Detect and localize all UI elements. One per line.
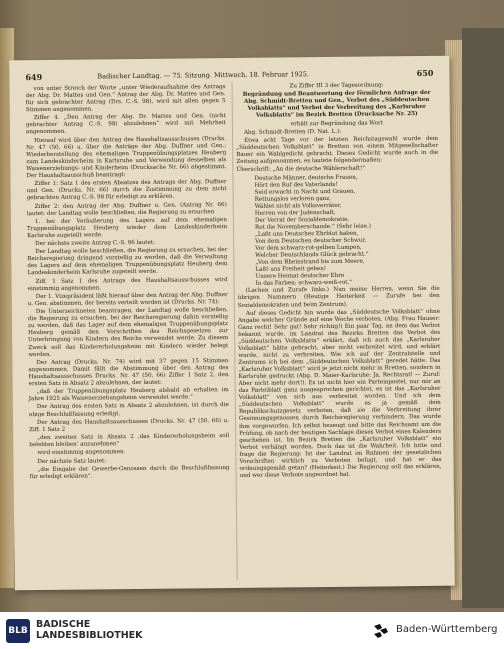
paragraph: Ziffer 2: den Antrag der Abg. Duffner u. Gen. (Antrag Nr. 66) lautet: der Landtag wolle beschließen, die Regierung zu ersuchen [26,201,227,217]
blb-line-1: BADISCHE [36,619,91,630]
paragraph: „daß der Truppenübungsplatz Heuberg alsbald ab erhalten im Jahre 1925 als Waisenerziehungsheim verwendet werde.“ [28,387,229,403]
speaker-intro: erhält zur Begründung das Wort [290,120,383,127]
paragraph: Der Antrag des ersten Satz in Absatz 2 abzulehnen, ist durch die obige Beschlußfassung erledigt. [28,402,229,418]
paragraph: Ziff. 1 Satz 1 des Antrags des Haushaltsausschusses wird einstimmig angenommen. [27,276,228,292]
agenda-item: Zu Ziffer III 3 der Tagesordnung: [289,82,384,90]
page-header [9,62,449,83]
paragraph: Der nächste Satz lautet: [37,457,107,465]
paragraph: Hierauf wird über den Antrag des Haushaltsausschusses (Drucks. Nr. 47 (50, 66) u. über die Anträge der Abg. Duffner und Gen.: Wiederherstellung des ehemaligen Truppenübungsplatzes Heuberg zum Landeskinderheim in Karlsruhe und Verwendung desselben als Waisenerziehungs- und Kinderheim (Drucksache Nr. 66) abgestimmt. Der Haushaltsausschuß beantragt: [26,135,227,180]
poem-line: „Von dem Rheinstrand bis zum Meere, [255,258,365,267]
poem-line: In das Farben: schwarz-weiß-rot.“ [255,280,353,288]
poem-line: Wählet nicht als Volksverräter, [254,202,342,210]
paragraph: Die Unterzeichneten beantragen, der Landtag wolle beschließen, die Regierung zu ersuchen, bei der Reichsregierung dahin vorstellig zu werden, daß das Lager auf dem ehemaligen Truppenübungsplatz Heuberg gemäß den Vorschriften des Reichsgesetzes zur Unterbringung von Kindern des Reichs verwendet werde. Zu diesem Zweck soll das Kindererholungsheim mit Kindern wieder belegt werden. [27,307,229,358]
paragraph: „die Eingabe der Gewerbe-Genossen durch die Beschlußfassung für erledigt erklären“. [29,464,230,480]
blb-logo[interactable]: BLB [6,619,30,643]
poem-line: Unsere Heimat deutscher Ehre [255,273,345,281]
page-number-right: 650 [416,67,434,79]
poem-title: Überschrift: „An die deutsche Wählerschaft!“ [236,166,366,174]
paragraph: Der Antrag (Drucks. Nr. 74) wird mit 37 gegen 15 Stimmen angenommen. Damit fällt die Abstimmung über den Antrag des Haushaltsausschusses Drucks. Nr. 47 (50, 66) Ziffer 1 Satz 2, den ersten Satz in Absatz 2 abzulehnen, der lautet: [28,357,229,388]
paragraph: Der Landtag wolle beschließen, die Regierung zu ersuchen, bei der Reichsregierung dringend vorstellig zu werden, daß die Verwaltung des Lagers auf dem ehemaligen Truppenübungsplatz Heuberg dem Landeskinderheim Karlsruhe zugeteilt werde. [27,247,228,277]
poem-line: „Laßt uns Deutsches Ehrblut haben, [255,230,359,238]
paragraph: Der 1. Vizepräsident läßt hierauf über den Antrag der Abg. Duffner u. Gen. abstimmen, der bereits verteilt worden ist (Drucks. Nr. 74): [27,292,228,308]
book-cover-board [462,28,504,608]
paragraph: Auf dieses Gedicht hin wurde das „Süddeutsche Volksblatt“ ohne Angabe welcher Gründe auf eine Woche verboten. (Abg. Frau Hauser: Ganz recht! Sehr gut! Sehr richtig!) Ein paar Tag, an dem das Verbot bekannt wurde, im Landrat des Bezirks Bretten das Verbot des „Süddeutschen Volksblatts“ erklärt, daß ich auch das „Karlsruher Volksblatt“ hätte gebracht, aber nicht verbreitet wird, und erklärt wurde, nicht zu verbreiten. Wie ich auf der Zentralstelle und Zentrums ich bei dem „Süddeutschen Volksblatt“ geredet hätte. Das „Karlsruher Volksblatt“ wird je jetzt nicht mehr in Bretten, sondern in Karlsruhe gedruckt (Abg. D. Maier-Karlsruhe: Ja, Rechtsrat! — Zuruf: Aber nicht mehr dort!). Es ist nicht hier ein Parteiapostel, nur mir an das Parteiblatt ganz ausgesprochen gerichtet, es ist das „Karlsruher Volksblatt“ von sich aus verbreitet worden. Und ich dem „Süddeutschen Volksblatt“ wurde es ja gemäß dem Republikschutzgesetz verboten, daß sie die Verbreitung ihrer Gesinnungsgenossen durch Reichsregierung verhindern. Das wurde ihm vorgeworfen. Ich selbst bezeugt und bitte das Reichsamt um die Prüfung, ob nach der heutigen Sachlage dieses Verbot eines Kalenders geschehen ist. Im Bezirk Bretten die „Karlsruher Volksblatt“ ein Verbot verhängt worden. Doch das ist die Wahrheit. Ich bitte und frage die Regierung: Ist der Landrat im Rahmen der gesetzlichen Vorschriften wirklich zu Verboten befugt, und hat er das ordnungsgemäß getan? (Heiterkeit.) Die Regierung soll das erklären, und wer diese Verbote angeordnet hat. [237,308,442,479]
paragraph: Der nächste zweite Antrag C.-S. 96 lautet: [35,239,156,248]
paragraph: von unter Streich der Worte „unter Wiederaufnahme des Antrags der Abg. Dr. Mattes und Gen.“ Antrag der Abg. Dr. Mattes und Gen. für sich gebrachter Antrag (Drs. C.-S. 98), wird mit allen gegen 5 Stimmen angenommen. [25,84,226,114]
blb-wordmark[interactable] [36,619,143,641]
paragraph: Ziffer 4. „Den Antrag der Abg. Dr. Mattes und Gen. (nicht gebrachter Antrag C.-S. 98) abzulehnen“ wird mit Mehrheit angenommen. [25,113,226,136]
inquiry-title: Begründung und Beantwortung der förmlichen Anfrage der Abg. Schmidt-Bretten und Gen., Verbot des „Süddeutschen Volksblatts“ und Verbot der Verbreitung des „Karlsruher Volksblatts“ im Bezirk Bretten (Drucksache Nr. 25) [242,90,431,120]
paragraph: „den zweiten Satz in Absatz 2 ‚das Kindererholungsheim soll belebten bleiben‘ anzunehmen“ [29,433,230,449]
poem-block [236,174,439,289]
library-footer-bar [0,612,504,649]
poem-line: Hört den Ruf des Vaterlands! [254,181,338,189]
poem-line: Seid erwacht in Nacht und Grauen, [254,188,356,196]
paragraph: Der Antrag des Haushaltsausschusses (Drucks. Nr. 47 (50, 66) u. Ziff. 1 Satz 2 [29,417,230,433]
running-header: Badischer Landtag. — 75. Sitzung. Mittwoch, 18. Februar 1925. [97,70,309,81]
poem-line: Rettungslos verloren ganz, [254,195,332,203]
poem-line: Der Verrat der Sozialdemokratie, [254,216,350,224]
page-number-left: 649 [25,71,43,83]
poem-line: Herren von der Judenschaft, [254,209,336,217]
poem-line: Laßt uns Freiheit geben! [255,266,327,274]
poem-line: Von dem Deutschen deutscher Schwur, [255,237,367,245]
book-page [9,56,455,591]
poem-line: Welcher Deutschlands Glück gebracht.“ [255,251,369,259]
paragraph: 1. bei der Veräußerung des Lagers auf dem ehemaligen Truppenübungsplatz Heuberg wieder dem Landeskinderheim Karlsruhe zugeteilt werde. [26,216,228,240]
blb-line-2: LANDESBIBLIOTHEK [36,630,143,641]
poem-line: Deutsche Männer, deutsche Frauen, [254,174,358,182]
poem-line: Vor dem schwarz-rot-gelben Lumpen, [255,244,362,252]
left-text-column [26,84,230,482]
speaker-name: Abg. Schmidt-Bretten (D. Nat. L.): [243,128,342,136]
right-text-column [235,82,441,481]
paragraph: (Lachen und Zurufe links.) Nun meine Herren, wenn Sie die übrigen Nummern (Heutige Heiterkeit — Zurufe bei den Sozialdemokraten und beim Zentrum). [237,286,440,309]
paragraph: Ziffer 1: Satz 1 des ersten Absatzes des Antrags der Abg. Duffner und Gen. (Drucks. Nr. 66) durch die Zustimmung zu dem nicht gebrachten Antrag C.-S. 98 für erledigt zu erklären. [26,179,227,202]
baden-wuerttemberg-lions-icon [372,622,390,640]
paragraph: wird einstimmig angenommen. [37,449,126,457]
bw-wordmark[interactable]: Baden-Württemberg [396,624,498,635]
paragraph: Etwa acht Tage vor der letzten Reichstagswahl wurde dem „Süddeutschen Volksblatt“ in Bretten von einem Mitgesellschafter Bauer ein Wahlgedicht gebracht. Dieses Gedicht wurde auch in die Zeitung aufgenommen, es lautete folgendermaßen: [236,135,439,166]
poem-line: Rot die Novemberschande.“ (Sehr leise.) [254,223,371,231]
